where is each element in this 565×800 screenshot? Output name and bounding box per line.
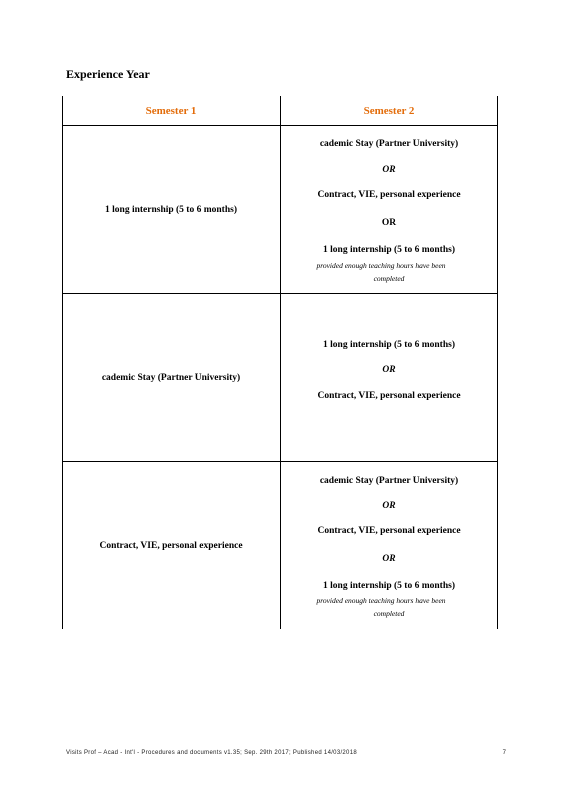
row2-semester1-cell: cademic Stay (Partner University): [101, 372, 241, 383]
condition-note: completed: [373, 609, 405, 618]
row3-semester2-cell: [281, 462, 497, 629]
header-semester-2: Semester 2: [363, 105, 415, 117]
or-label: OR: [381, 218, 397, 228]
page-number: 7: [502, 750, 506, 756]
option-text: Contract, VIE, personal experience: [317, 391, 461, 401]
or-label: OR: [382, 365, 396, 375]
or-label: OR: [382, 501, 396, 511]
option-text: Contract, VIE, personal experience: [317, 190, 461, 200]
table-right-border: [497, 96, 498, 629]
or-label: OR: [382, 554, 396, 564]
option-text: 1 long internship (5 to 6 months): [323, 245, 455, 255]
option-text: 1 long internship (5 to 6 months): [323, 581, 455, 591]
row1-semester1-cell: 1 long internship (5 to 6 months): [105, 204, 237, 215]
or-label: OR: [382, 165, 396, 175]
option-text: cademic Stay (Partner University): [319, 476, 459, 486]
row2-semester2-cell: [281, 294, 497, 461]
row1-semester2-cell: [281, 126, 497, 293]
condition-note: provided enough teaching hours have been: [316, 596, 446, 605]
section-heading: Experience Year: [66, 67, 150, 81]
row3-semester1-cell: Contract, VIE, personal experience: [99, 540, 243, 551]
condition-note: provided enough teaching hours have been: [316, 261, 446, 270]
condition-note: completed: [373, 274, 405, 283]
option-text: Contract, VIE, personal experience: [317, 526, 461, 536]
option-text: cademic Stay (Partner University): [319, 139, 459, 149]
header-semester-1: Semester 1: [145, 105, 197, 117]
experience-year-table: [62, 96, 498, 629]
option-text: 1 long internship (5 to 6 months): [323, 340, 455, 350]
footer-text: Visits Prof – Acad - Int'l - Procedures and documents v1.35; Sep. 29th 2017; Published 14/03/2018: [66, 750, 357, 756]
